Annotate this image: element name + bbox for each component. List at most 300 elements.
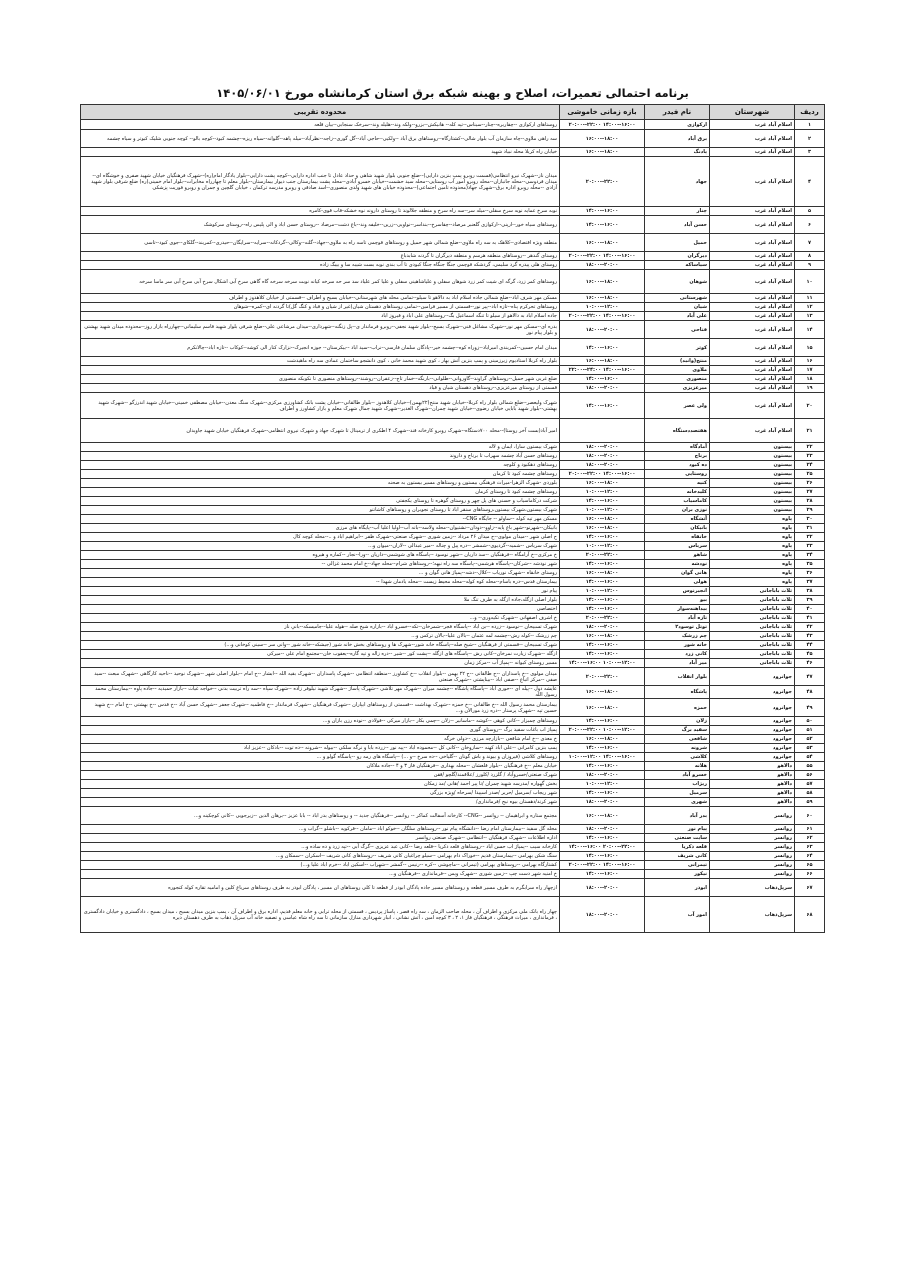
- row-feeder: علی آباد: [645, 312, 710, 321]
- row-area: چم زرشک --کوله رش--چشمه لمه عثمان --بالان عليا--بالان ترکس و...: [81, 632, 560, 641]
- table-row: [81, 861, 825, 870]
- row-area: شرکت درکاماسیاب و حسنی های پل چهر و روستای گوهره تا روستای یکجفتی: [81, 497, 560, 506]
- row-index: ۱۴: [795, 321, 825, 339]
- document-title: برنامه احتمالی تعمیرات، اصلاح و بهینه شبکه برق استان کرمانشاه مورخ ۱۴۰۵/۰۶/۰۱: [216, 86, 689, 100]
- row-area: روستای گندهر --روستاهای منطقه هرسم و منطقه دیرگران تا گردنه شابدباغ: [81, 252, 560, 261]
- row-city: ثلاث باباجانی: [710, 605, 795, 614]
- row-outage-time: ۱۴:۰۰--۱۶:۰۰: [560, 207, 645, 216]
- row-index: ۲۳: [795, 452, 825, 461]
- row-city: ثلاث باباجانی: [710, 632, 795, 641]
- row-area: سه راهی ملاوی--چاه سازمان آب بلوار شالی--کشتارگاه--روستاهای برق آباد --ولکیی--حاجی آباد--گل گوری--زاجه--نظرآباد--میله پاهه--گلوانه--سیاه ریزه--چشمه کبود--کوچه بالو-- کوچه جنوبی شلیک کبوتر و سیاه چشمه: [81, 130, 560, 148]
- row-index: ۳: [795, 148, 825, 157]
- row-city: اسلام آباد غرب: [710, 357, 795, 366]
- row-city: ثلاث باباجانی: [710, 596, 795, 605]
- row-area: بدره ای--مسکن مهر نور--شهرک مشاغل فنی--شهرک بسیج--بلوار شهید نجفی--روبرو فرماندار ی--پل زنگنه--شهرداری--میدان مرشاعی علی--ضلع شرقی بلوار شهید قاسم سلیمانی--چهارراه بازار روز--محدوده میدان شهید بهشتی و بلوار پیام نور: [81, 321, 560, 339]
- row-outage-time: ۱۸:۰۰--۲۰:۰۰: [560, 443, 645, 452]
- row-outage-time: ۲۰:۰۰--۲۲:۰۰ ۱۴:۰۰--۱۶:۰۰: [560, 312, 645, 321]
- row-index: ۴۶: [795, 659, 825, 668]
- row-index: ۳۰: [795, 515, 825, 524]
- row-outage-time: ۱۴:۰۰--۱۶:۰۰: [560, 641, 645, 650]
- row-feeder: ارکوازی: [645, 120, 710, 130]
- row-feeder: کنیه: [645, 479, 710, 488]
- row-feeder: قلعه ذکریا: [645, 843, 710, 852]
- row-feeder: خانقاه: [645, 533, 710, 542]
- row-outage-time: ۱۶:۰۰--۱۸:۰۰: [560, 807, 645, 825]
- table-row: [81, 834, 825, 843]
- row-index: ۲۸: [795, 497, 825, 506]
- row-outage-time: ۱۶:۰۰--۱۸:۰۰: [560, 294, 645, 303]
- row-outage-time: ۲۰:۰۰--۲۲:۰۰: [560, 157, 645, 207]
- row-area: کشتارگاه بهرامی --روستاهای بهرامی (تیمرانی --ماچوشی --کره --رنیس --گمشر --شهراب --اسکین اباد --خرم اباد عليا و...): [81, 861, 560, 870]
- row-city: جوانرود: [710, 726, 795, 735]
- table-row: [81, 216, 825, 234]
- row-city: اسلام آباد غرب: [710, 207, 795, 216]
- row-feeder: سرباس: [645, 542, 710, 551]
- table-row: [81, 524, 825, 533]
- row-outage-time: ۱۸:۰۰--۲۰:۰۰: [560, 321, 645, 339]
- row-area: خ مرکزی--خ آرامگاه --فرهنگیان --سد داریان --شهر نوسود --پاسگاه های شوشمی--داریان --ورا--نجار --کماره و هیروه: [81, 551, 560, 560]
- row-feeder: بانیکان: [645, 524, 710, 533]
- table-row: [81, 897, 825, 933]
- row-city: جوانرود: [710, 717, 795, 726]
- row-index: ۲۹: [795, 506, 825, 515]
- row-index: ۷: [795, 234, 825, 252]
- row-feeder: هانی گوان: [645, 569, 710, 578]
- row-index: ۴۰: [795, 605, 825, 614]
- row-area: میدان مولوی --خ پاسداران --ح طالقانی --ح ۲۲ بهمن --بلوار انقلاب --خ کشاورز --منطقه انتظامی --شهرک پاسداران --شهرک بقیه الله --ابشار --ح امام --بلوار اصلی شهر --شهرک نوحید --ناحیه کارگاهی --شهرک مبعث --سید صفی --مرکز اتباع --صفی اباد --بیناپشتی --شهرک صنعتی: [81, 668, 560, 686]
- row-feeder: پیام نور: [645, 825, 710, 834]
- table-row: [81, 393, 825, 419]
- row-outage-time: ۱۴:۰۰--۱۶:۰۰: [560, 717, 645, 726]
- table-row: [81, 533, 825, 542]
- row-feeder: حمیل: [645, 234, 710, 252]
- row-city: روانسر: [710, 807, 795, 825]
- row-feeder: شیان: [645, 303, 710, 312]
- row-index: ۴۵: [795, 650, 825, 659]
- row-outage-time: ۱۴:۰۰--۱۶:۰۰: [560, 339, 645, 357]
- row-outage-time: ۱۸:۰۰--۲۰:۰۰: [560, 897, 645, 933]
- row-feeder: کانی شریف: [645, 852, 710, 861]
- row-index: ۶۶: [795, 870, 825, 879]
- row-outage-time: ۱۴:۰۰--۱۶:۰۰: [560, 870, 645, 879]
- table-row: [81, 852, 825, 861]
- row-city: بیستون: [710, 497, 795, 506]
- row-feeder: امور آب: [645, 897, 710, 933]
- row-outage-time: ۱۸:۰۰--۲۰:۰۰: [560, 623, 645, 632]
- row-feeder: برق آباد: [645, 130, 710, 148]
- table-row: [81, 488, 825, 497]
- table-row: [81, 686, 825, 699]
- table-row: [81, 641, 825, 650]
- table-row: [81, 148, 825, 157]
- row-index: ۳۶: [795, 569, 825, 578]
- row-area: روستاهای چشمه کبود تا کرمان: [81, 470, 560, 479]
- table-row: [81, 120, 825, 130]
- row-area: روستای هلی پیدره گرد سلیمی، گردشکه قوچمی جنگا جنگاه جنگا کبودی تا آب بندی نوبه بست شیبه سا و بیبگ زاده: [81, 261, 560, 270]
- row-feeder: منتج(وانید): [645, 357, 710, 366]
- row-city: بیستون: [710, 443, 795, 452]
- row-feeder: ابوذر: [645, 879, 710, 897]
- row-index: ۵۹: [795, 798, 825, 807]
- row-area: روستاهای ارکوازی --چقاربره--چنار--سیناس--تپه کله-- هانیکش--بزرو--ولکه وند--هلیله وند--سرخک سنجابی--بیان قلعه: [81, 120, 560, 130]
- table-row: [81, 270, 825, 294]
- row-feeder: منصوری: [645, 375, 710, 384]
- row-city: روانسر: [710, 834, 795, 843]
- row-index: ۱۷: [795, 366, 825, 375]
- row-index: ۴۷: [795, 668, 825, 686]
- row-area: ازچهار راه سرابگرم به طرف مسیر قطعه و روستاهای مسیر جاده پادگان ابوذر از قطعه تا کلی روستاهای ان مسیر ، پادگان ابوذر به طرف روستاهای سرباغ کلین و امامیه تقاره کوله کنجوره: [81, 879, 560, 897]
- row-city: بیستون: [710, 452, 795, 461]
- row-area: شهرک بیستون سارا، ایمان و لاله: [81, 443, 560, 452]
- row-area: خیابان معلم --خ فرهنگیان --بلوار قلعشان --محله بهداری --فرهنگیان فاز ۳ و ۴ --جاده ملاکان: [81, 762, 560, 771]
- row-outage-time: ۱۴:۰۰--۱۶:۰۰: [560, 596, 645, 605]
- row-index: ۳۷: [795, 578, 825, 587]
- row-feeder: میر آباد: [645, 659, 710, 668]
- row-outage-time: ۱۴:۰۰--۱۶:۰۰: [560, 852, 645, 861]
- row-feeder: انجیرنوس: [645, 587, 710, 596]
- row-area: مسکن مهر شرف اباد--ضلع شمالی جاده اسلام اباد به دالاهو تا سیلو--تمامی محله های شهرستانی--خیابان بسیج و اطراف --قسمتی از خیابان کلاهدوز و اطراف: [81, 294, 560, 303]
- row-feeder: سایت صنعتی: [645, 834, 710, 843]
- row-city: جوانرود: [710, 668, 795, 686]
- table-row: [81, 452, 825, 461]
- row-index: ۶۰: [795, 807, 825, 825]
- row-index: ۴۸: [795, 686, 825, 699]
- table-row: [81, 470, 825, 479]
- table-row: [81, 632, 825, 641]
- row-outage-time: ۱۰:۰۰--۱۲:۰۰: [560, 303, 645, 312]
- row-area: مجتمع ستاره و ابراهیمان -- روانسر --CNG-- کارخانه آسفالت کماکر -- روانسر --فرهنگیان جدید -- و روستاهای بدر اباد -- بابا عزیز --برهان الدین --زیرجویی --کانی کوچکینه و...: [81, 807, 560, 825]
- row-feeder: ولی عصر: [645, 393, 710, 419]
- table-row: [81, 798, 825, 807]
- row-feeder: خانه شور: [645, 641, 710, 650]
- header-index: ردیف: [795, 105, 825, 120]
- row-city: جوانرود: [710, 744, 795, 753]
- row-feeder: شرونه: [645, 744, 710, 753]
- table-row: [81, 668, 825, 686]
- row-index: ۴۹: [795, 699, 825, 717]
- row-index: ۳۵: [795, 560, 825, 569]
- row-feeder: خسرو آباد: [645, 771, 710, 780]
- row-city: جوانرود: [710, 753, 795, 762]
- row-area: بلوردی -شهرک الزهرا-میراث فرهنگی بیستون و روستاهای مسیر بیستون به صحنه: [81, 479, 560, 488]
- row-index: ۳۹: [795, 596, 825, 605]
- row-city: پاوه: [710, 551, 795, 560]
- row-feeder: بیداهنه‌سوار: [645, 605, 710, 614]
- table-row: [81, 569, 825, 578]
- row-outage-time: ۱۴:۰۰--۱۶:۰۰: [560, 605, 645, 614]
- row-area: مسیر روستای کیوانه --پمپاژ آب --مرکز زمان: [81, 659, 560, 668]
- row-outage-time: ۲۰:۰۰--۲۲:۰۰ ۱۴:۰۰--۱۶:۰۰: [560, 252, 645, 261]
- row-outage-time: ۲۰:۰۰--۲۲:۰۰: [560, 614, 645, 623]
- row-outage-time: ۱۶:۰۰--۱۸:۰۰: [560, 148, 645, 157]
- row-feeder: ملاوی: [645, 366, 710, 375]
- row-area: روستاهای تحرکرم پناه--تازه اباد--پیر نور--قسمتی از مسیر فرامین--تمامی روستاهای دهستان شیان(غیر از شیان و قباد و کنگ گل)تا گردنه ای--کمره--شوهان: [81, 303, 560, 312]
- row-outage-time: ۱۸:۰۰--۲۰:۰۰: [560, 798, 645, 807]
- header-feeder: نام فیدر: [645, 105, 710, 120]
- table-row: [81, 578, 825, 587]
- row-feeder: ریژاب: [645, 780, 710, 789]
- row-index: ۵۳: [795, 744, 825, 753]
- row-city: اسلام آباد غرب: [710, 130, 795, 148]
- row-area: روستاهای کلاشی (فیروزان و بیوند و باش گونان --گلیاخی --ده سرخ --و ...) --پاسگاه های رمه رو --پاسگاه گولو و ...: [81, 753, 560, 762]
- row-feeder: بلوار انقلاب: [645, 668, 710, 686]
- row-index: ۵: [795, 207, 825, 216]
- row-area: شهر نودشه --شرکان--پاسگاه هرشمی--پاسگاه سه راه نیهه؛--روستاهای شرام--محله جهاد--خ امام محمد غزالی --: [81, 560, 560, 569]
- table-row: [81, 726, 825, 735]
- row-index: ۳۴: [795, 551, 825, 560]
- row-area: ح اصلی شهر --میدان مولوی--ح میدان ۲۶ مرداد --زمین شوری --شهرک صنعتی--شهرک ظفر --ابراهیم اباد و ..--محله کوچه کال: [81, 533, 560, 542]
- header-area: محدوده تقریبی: [81, 105, 560, 120]
- table-row: [81, 744, 825, 753]
- row-city: اسلام آباد غرب: [710, 120, 795, 130]
- table-row: [81, 753, 825, 762]
- row-city: اسلام آباد غرب: [710, 148, 795, 157]
- row-outage-time: ۱۰:۰۰--۱۲:۰۰: [560, 542, 645, 551]
- row-city: پاوه: [710, 515, 795, 524]
- row-outage-time: ۱۶:۰۰--۱۸:۰۰: [560, 479, 645, 488]
- row-index: ۳۱: [795, 524, 825, 533]
- row-index: ۶: [795, 216, 825, 234]
- row-city: اسلام آباد غرب: [710, 321, 795, 339]
- row-area: جاده اسلام اباد به دالاهو از سیلو تا تنگه اسماعیل بگ--روستاهای علی اباد و فیروز اباد: [81, 312, 560, 321]
- row-outage-time: ۱۶:۰۰--۱۸:۰۰: [560, 357, 645, 366]
- row-outage-time: ۱۰:۰۰--۱۲:۰۰: [560, 506, 645, 515]
- row-outage-time: ۱۴:۰۰--۱۶:۰۰: [560, 762, 645, 771]
- row-outage-time: ۱۴:۰۰--۱۶:۰۰ ۲۰:۰۰--۲۲:۰۰: [560, 843, 645, 852]
- row-area: مسکن مهر تپه کوله --ساولو -- جایگاه CNG--: [81, 515, 560, 524]
- row-feeder: کاماسیاب: [645, 497, 710, 506]
- row-city: اسلام آباد غرب: [710, 261, 795, 270]
- row-index: ۲۲: [795, 443, 825, 452]
- table-row: [81, 551, 825, 560]
- row-city: جوانرود: [710, 699, 795, 717]
- row-index: ۳۸: [795, 587, 825, 596]
- row-feeder: هلانه: [645, 762, 710, 771]
- row-outage-time: ۲۰:۰۰--۲۲:۰۰ ۱۴:۰۰--۱۶:۰۰: [560, 120, 645, 130]
- row-city: اسلام آباد غرب: [710, 303, 795, 312]
- row-feeder: توتل توسود۲: [645, 623, 710, 632]
- row-index: ۳۳: [795, 542, 825, 551]
- row-area: شهر ریجاب /سرمیل /حریر /صدر اسپیدا /سرحاه /ویژه بزرگی: [81, 789, 560, 798]
- row-index: ۵۲: [795, 735, 825, 744]
- table-row: [81, 339, 825, 357]
- table-row: [81, 461, 825, 470]
- row-city: پاوه: [710, 560, 795, 569]
- row-city: پاوه: [710, 569, 795, 578]
- row-feeder: پادنگ: [645, 148, 710, 157]
- row-feeder: شهرستانی: [645, 294, 710, 303]
- row-city: ثلاث باباجانی: [710, 587, 795, 596]
- table-row: [81, 605, 825, 614]
- row-index: ۵۸: [795, 789, 825, 798]
- row-feeder: آمادگاه: [645, 443, 710, 452]
- row-feeder: ده کبود: [645, 461, 710, 470]
- row-index: ۲۵: [795, 470, 825, 479]
- row-city: سرپل‌ذهاب: [710, 897, 795, 933]
- row-city: ثلاث باباجانی: [710, 650, 795, 659]
- table-row: [81, 303, 825, 312]
- row-index: ۳۲: [795, 533, 825, 542]
- row-index: ۶۷: [795, 879, 825, 897]
- table-row: [81, 479, 825, 488]
- table-row: [81, 699, 825, 717]
- table-row: [81, 542, 825, 551]
- row-city: ثلاث باباجانی: [710, 614, 795, 623]
- row-outage-time: [560, 419, 645, 443]
- table-row: [81, 506, 825, 515]
- row-feeder: آتشگاه: [645, 515, 710, 524]
- row-outage-time: ۱۶:۰۰--۱۸:۰۰: [560, 699, 645, 717]
- row-feeder: شاهو: [645, 551, 710, 560]
- row-area: روستاهای دهکبود و کلوچه: [81, 461, 560, 470]
- table-row: [81, 515, 825, 524]
- row-area: ازگله --شهرک زیارت نمرخان--کانی رش --پاسگاه های ازگله --پشت کور --شیر --دره زاله و تپه گاره--یعقوب خان--مجتمع امام علی --میرکی: [81, 650, 560, 659]
- row-index: ۴: [795, 157, 825, 207]
- row-index: ۱۳: [795, 312, 825, 321]
- row-city: بیستون: [710, 461, 795, 470]
- table-row: [81, 357, 825, 366]
- row-city: اسلام آباد غرب: [710, 294, 795, 303]
- row-area: شهرک تسبیحان --نوسود --زرده --بن اباد --پاسگاه فجر--شمرخان--تکه--خسرو اباد --بازاره شیخ صله --هوله عليا--جامیسکه--باني ناز: [81, 623, 560, 632]
- row-index: ۱: [795, 120, 825, 130]
- table-row: [81, 870, 825, 879]
- table-row: [81, 294, 825, 303]
- row-city: اسلام آباد غرب: [710, 339, 795, 357]
- row-area: میدان امام حسین--کمربندی امیراباد--زوراه کوه--چشمه خیر--پادگان سلمان فارسی--نراب--سید اباذ --بیکرستان-- جوزه انجیرک--نزارک کنار الی کوشه--کوکاب --تازه اباد--چالانکرم: [81, 339, 560, 357]
- row-index: ۱۲: [795, 303, 825, 312]
- row-area: شهرک صنعتی/خسروآباد / گلزرد /کلورز /علاقمند/گلچو /ققن: [81, 771, 560, 780]
- row-feeder: حسن آباد: [645, 216, 710, 234]
- row-city: اسلام آباد غرب: [710, 312, 795, 321]
- row-feeder: هولی: [645, 578, 710, 587]
- row-outage-time: ۱۴:۰۰--۱۶:۰۰: [560, 578, 645, 587]
- row-area: شهرک تسبیحان --قسمتی از فرهنگیان --شیخ صله--پاسگاه خانه شور--شهرک ها و روستاهای بخش خانه شور (جیشکه--خانه شور --وانی سر --سینی کوخانی و...): [81, 641, 560, 650]
- row-area: خ معدی --خ امام شافعی --بازارچه مرزی --دولی خرگه: [81, 735, 560, 744]
- row-index: ۱۶: [795, 357, 825, 366]
- row-area: محله گل سفید --بیمارستان امام رضا --دانشگاه پیام نور --روستاهای سلگان --خوکو اباد --مامان --فرکوپه --باشلو --گراب و...: [81, 825, 560, 834]
- row-outage-time: ۱۸:۰۰--۲۰:۰۰: [560, 452, 645, 461]
- table-row: [81, 157, 825, 207]
- row-area: روستاهای کمر زرد، گرگه ای شیت کمر زرد شوهان سفلی و علیاشاهینی سفلی و علیا کمر علیاد سد سر حه سرخه کیانه نوبت سرخه سرخه گاه گاهی سرخ آبی اشکال سرخ آبی سرخ آبی سر ماسا سرخه: [81, 270, 560, 294]
- row-outage-time: ۱۴:۰۰--۱۶:۰۰: [560, 533, 645, 542]
- table-row: [81, 614, 825, 623]
- row-area: [81, 366, 560, 375]
- table-row: [81, 807, 825, 825]
- row-feeder: دیرگران: [645, 252, 710, 261]
- row-area: اداره اطلاعات --شهرک فرهنگیان --انتظامی --شهرک صنعتی روانسر: [81, 834, 560, 843]
- row-outage-time: ۱۸:۰۰--۲۰:۰۰: [560, 384, 645, 393]
- row-index: ۲۴: [795, 461, 825, 470]
- row-index: ۴۱: [795, 614, 825, 623]
- row-outage-time: ۱۶:۰۰--۱۸:۰۰: [560, 234, 645, 252]
- row-city: روانسر: [710, 843, 795, 852]
- table-row: [81, 587, 825, 596]
- row-feeder: کوثر: [645, 339, 710, 357]
- row-outage-time: ۱۶:۰۰--۱۸:۰۰: [560, 515, 645, 524]
- row-area: شهر کرند/دهستان بیوه نیج /فرمانداری/: [81, 798, 560, 807]
- row-city: ثلاث باباجانی: [710, 641, 795, 650]
- table-row: [81, 789, 825, 798]
- row-outage-time: ۱۴:۰۰--۱۶:۰۰: [560, 834, 645, 843]
- row-outage-time: ۱۴:۰۰--۱۶:۰۰: [560, 375, 645, 384]
- row-index: ۲۷: [795, 488, 825, 497]
- row-index: ۵۶: [795, 771, 825, 780]
- row-area: پمپاژ اب باغات سفید برگ --روستای گوری: [81, 726, 560, 735]
- row-city: روانسر: [710, 861, 795, 870]
- row-outage-time: ۱۴:۰۰--۱۶:۰۰: [560, 650, 645, 659]
- row-outage-time: ۲۰:۰۰--۲۲:۰۰ ۱۴:۰۰--۱۶:۰۰: [560, 861, 645, 870]
- row-area: شهرک سرباس --شمیه--گردیوی--شمشر --دره پیل و چناله --میر عبدالی --لاران--میوان و...: [81, 542, 560, 551]
- row-area: پمپ بنزین کامرانی --علی اباد کهنه --سازوخان --کانی کل --محموده اباد --پیه نور --زرده بابا و نرگه سلکی --بیوله --شرونه --ده توت --بادکان --عزیز اباد: [81, 744, 560, 753]
- row-index: ۶۲: [795, 834, 825, 843]
- row-outage-time: ۱۶:۰۰--۱۸:۰۰: [560, 686, 645, 699]
- row-area: ضلع غربی شهر حمیل--روستاهای گراوند--گاوروانی--طلوانی--بارنگه--خمار تاج--زعفران--روشند--روستاهای منصوری تا نکوبکه منصوری: [81, 375, 560, 384]
- row-outage-time: ۱۰:۰۰--۱۲:۰۰: [560, 488, 645, 497]
- row-feeder: روستایی: [645, 470, 710, 479]
- row-feeder: بیو: [645, 596, 710, 605]
- row-area: عایشه دول --پیله ای --حوری اباد --پاسگاه پاشگاه --چشمه میران --شهرک مهر تلاشی --شهرک پاساژ --شهرک شهید نیلوفر زاده --شهرک سپاه --سه راه تربیت بدنی --خواجه غیاث --بازار حمیدیه --جاده پاوه --بیمارستان محمد رسول الله: [81, 686, 560, 699]
- row-index: ۴۲: [795, 623, 825, 632]
- table-row: [81, 623, 825, 632]
- table-row: [81, 825, 825, 834]
- row-outage-time: ۱۰:۰۰--۱۲:۰۰: [560, 780, 645, 789]
- outage-table: [80, 104, 825, 933]
- row-feeder: نیکور: [645, 870, 710, 879]
- table-row: [81, 843, 825, 852]
- row-index: ۵۵: [795, 762, 825, 771]
- table-row: [81, 497, 825, 506]
- row-outage-time: ۱۶:۰۰--۱۸:۰۰: [560, 524, 645, 533]
- row-outage-time: ۱۰:۰۰--۱۲:۰۰ ۱۴:۰۰--۱۶:۰۰: [560, 753, 645, 762]
- row-area: بلوار اصلی ازگله،جاده ازگله به طرف تنگ ملا: [81, 596, 560, 605]
- table-row: [81, 780, 825, 789]
- row-city: پاوه: [710, 542, 795, 551]
- row-feeder: شافعی: [645, 735, 710, 744]
- row-outage-time: ۲۰:۰۰--۲۲:۰۰ ۱۰:۰۰--۱۲:۰۰: [560, 726, 645, 735]
- row-area: قسمتی از روستای میرعزیزی--روستاهای دهستان شیان و قباد: [81, 384, 560, 393]
- row-city: روانسر: [710, 852, 795, 861]
- row-area: بیمارستان محمد رسول الله --خ طالقانی --خ حمزه --شهرک بهداشت --قسمتی از روستاهای ابپاران --شهرک فرهنگیان --شهرک فرماندار --خ فاطمیه --شهرک جعفر --شهرک حسن آباد --خ قدس --خ بهشتی --خ امام --خ شهید حسین تپه --شهرک پرستار --دره زرد مورالان و...: [81, 699, 560, 717]
- row-outage-time: ۱۶:۰۰--۱۸:۰۰: [560, 735, 645, 744]
- row-area: کارخانه سیب --پمپاژ اب حسن اباد --روستاهای قلعه ذکریا --قلعه رضا --کانی عبد عزیزی --گرگ آبی --تپه زرد و ده ساده و...: [81, 843, 560, 852]
- row-city: بیستون: [710, 506, 795, 515]
- row-outage-time: ۲۰:۰۰--۲۲:۰۰: [560, 551, 645, 560]
- row-city: پاوه: [710, 524, 795, 533]
- row-outage-time: ۱۴:۰۰--۱۶:۰۰: [560, 789, 645, 798]
- row-feeder: شهری: [645, 798, 710, 807]
- table-row: [81, 735, 825, 744]
- row-city: اسلام آباد غرب: [710, 252, 795, 261]
- row-index: ۱۹: [795, 384, 825, 393]
- table-row: [81, 207, 825, 216]
- row-city: بیستون: [710, 479, 795, 488]
- row-area: خیابان راه کربلا محله نبیاد شهید: [81, 148, 560, 157]
- row-index: ۶۱: [795, 825, 825, 834]
- row-city: بیستون: [710, 470, 795, 479]
- row-city: دالاهو: [710, 780, 795, 789]
- table-row: [81, 261, 825, 270]
- row-index: ۵۰: [795, 717, 825, 726]
- row-feeder: جهاد: [645, 157, 710, 207]
- row-feeder: میرعزیزی: [645, 384, 710, 393]
- table-body: [81, 120, 825, 933]
- row-city: ثلاث باباجانی: [710, 659, 795, 668]
- table-row: [81, 771, 825, 780]
- row-city: دالاهو: [710, 789, 795, 798]
- row-index: ۵۷: [795, 780, 825, 789]
- row-area: روستاهای سیاه خور--ارپنی--ارکوازی گلعنبر مرصاد--چقاسرخ--بنداسر--نواویی--زرین--خلیفه وند--باغ دشت--مرصاد --روستای حسن اباد و الی پلیس راه--روستای سرکوشک: [81, 216, 560, 234]
- row-outage-time: ۱۶:۰۰--۱۸:۰۰: [560, 130, 645, 148]
